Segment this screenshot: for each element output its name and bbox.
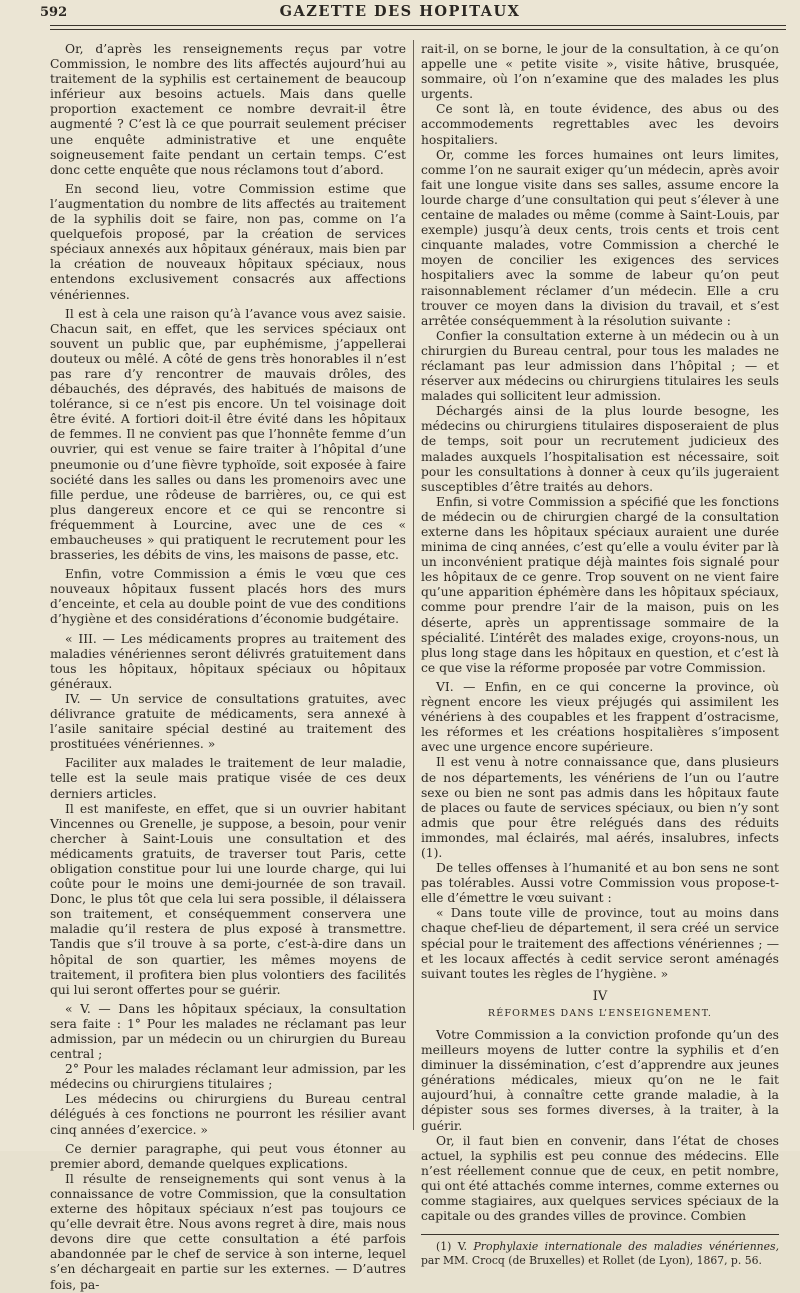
paragraph: IV. — Un service de consultations gratuites, avec délivrance gratuite de médicaments, sera annexé à l’asile sanitaire spécial destiné au traitement des prostituées vénériennes. » [50, 691, 406, 752]
paragraph: Ce sont là, en toute évidence, des abus ou des accommodements regrettables avec les devoirs hospitaliers. [421, 102, 779, 147]
footnote-rest: par MM. Crocq (de Bruxelles) et Rollet (de Lyon), 1867, p. 56. [421, 1254, 762, 1268]
paragraph: Il est manifeste, en effet, que si un ouvrier habitant Vincennes ou Grenelle, je suppose, a besoin, pour venir chercher à Saint-Louis une consultation et des médicaments gratuits, de traverser tout Paris, cette obligation constitue pour lui une lourde charge, qui lui coûte pour le moins une demi-journée de son travail. Donc, le plus tôt que cela lui sera possible, il délaissera son traitement, et conséquemment conservera une maladie qu’il restera de plus exposé à transmettre. Tandis que s’il trouve à sa porte, c’est-à-dire dans un hôpital de son quartier, les mêmes moyens de traitement, il profitera bien plus volontiers des facilités qui lui seront offertes pour se guérir. [50, 801, 406, 997]
paragraph: 2° Pour les malades réclamant leur admission, par les médecins ou chirurgiens titulaires ; [50, 1062, 406, 1092]
paragraph: Or, d’après les renseignements reçus par votre Commission, le nombre des lits affectés aujourd’hui au traitement de la syphilis est certainement de beaucoup inférieur aux besoins actuels. Mais dans quelle proportion exactement ce nombre devrait-il être augmenté ? C’est là ce que pourrait seulement préciser une enquête administrative et une enquête soigneusement faite pendant un certain temps. C’est donc cette enquête que nous réclamons tout d’abord. [50, 42, 406, 177]
page-number: 592 [40, 5, 68, 20]
footnote-prefix: (1) V. [436, 1240, 474, 1254]
paragraph: Votre Commission a la conviction profonde qu’un des meilleurs moyens de lutter contre la syphilis et d’en diminuer la dissémination, c’est d’apprendre aux jeunes générations médicales, mieux qu’on ne le fait aujourd’hui, à connaître cette grande maladie, à la dépister sous ses formes diverses, à la traiter, à la guérir. [421, 1028, 779, 1133]
paragraph: De telles offenses à l’humanité et au bon sens ne sont pas tolérables. Aussi votre Commission vous propose-t-elle d’émettre le vœu suivant : [421, 861, 779, 906]
paragraph: Confier la consultation externe à un médecin ou à un chirurgien du Bureau central, pour tous les malades ne réclamant pas leur admission dans l’hôpital ; — et réserver aux médecins ou chirurgiens titulaires les seuls malades qui sollicitent leur admission. [421, 328, 779, 404]
right-column [421, 42, 779, 1268]
footnote-title: Prophylaxie internationale des maladies vénériennes, [473, 1240, 779, 1254]
header-rule [50, 25, 786, 26]
paragraph: Enfin, votre Commission a émis le vœu que ces nouveaux hôpitaux fussent placés hors des murs d’enceinte, et cela au double point de vue des conditions d’hygiène et des considérations d’économie budgétaire. [50, 567, 406, 627]
paragraph: Or, il faut bien en convenir, dans l’état de choses actuel, la syphilis est peu connue des médecins. Elle n’est réellement connue que de ceux, en petit nombre, qui ont été attachés comme internes, comme externes ou comme stagiaires, aux quelques services spéciaux de la capitale ou des grandes villes de province. Combien [421, 1133, 779, 1224]
paragraph: Déchargés ainsi de la plus lourde besogne, les médecins ou chirurgiens titulaires disposeraient de plus de temps, soit pour un recrutement judicieux des malades auxquels l’hospitalisation est nécessaire, soit pour les consultations à donner à ceux qu’ils jugeraient susceptibles d’être traités au dehors. [421, 404, 779, 494]
paragraph: Il résulte de renseignements qui sont venus à la connaissance de votre Commission, que la consultation externe des hôpitaux spéciaux n’est pas toujours ce qu’elle devrait être. Nous avons regret à dire, mais nous devons dire que cette consultation a été parfois abandonnée par le chef de service à son interne, lequel s’en déchargeait en partie sur les externes. — D’autres fois, pa- [50, 1171, 406, 1292]
paragraph: Il est venu à notre connaissance que, dans plusieurs de nos départements, les vénériens de l’un ou l’autre sexe ou bien ne sont pas admis dans les hôpitaux faute de places ou faute de services spéciaux, ou bien n’y sont admis que pour être relégués dans des réduits immondes, mal éclairés, mal aérés, insalubres, infects (1). [421, 755, 779, 860]
paragraph: rait-il, on se borne, le jour de la consultation, à ce qu’on appelle une « petite visite », visite hâtive, brusquée, sommaire, où l’on n’examine que des malades les plus urgents. [421, 42, 779, 102]
paragraph: Ce dernier paragraphe, qui peut vous étonner au premier abord, demande quelques explications. [50, 1141, 406, 1171]
paragraph: En second lieu, votre Commission estime que l’augmentation du nombre de lits affectés au traitement de la syphilis doit se faire, non pas, comme on l’a quelquefois proposé, par la création de services spéciaux annexés aux hôpitaux généraux, mais bien par la création de nouveaux hôpitaux spéciaux, nous entendons exclusivement consacrés aux affections vénériennes. [50, 181, 406, 302]
paragraph: « III. — Les médicaments propres au traitement des maladies vénériennes seront délivrés gratuitement dans tous les hôpitaux, hôpitaux spéciaux ou hôpitaux généraux. [50, 631, 406, 691]
footnote [421, 1240, 779, 1268]
header-rule-thin [50, 29, 786, 30]
paragraph: VI. — Enfin, en ce qui concerne la province, où règnent encore les vieux préjugés qui assimilent les vénériens à des coupables et les frappent d’ostracisme, les réformes et les créations hospitalières s’imposent avec une urgence encore supérieure. [421, 679, 779, 755]
running-title: GAZETTE DES HOPITAUX [279, 3, 521, 20]
paragraph: Les médecins ou chirurgiens du Bureau central délégués à ces fonctions ne pourront les résilier avant cinq années d’exercice. » [50, 1092, 406, 1137]
paragraph: « Dans toute ville de province, tout au moins dans chaque chef-lieu de département, il sera créé un service spécial pour le traitement des affections vénériennes ; — et les locaux affectés à cedit service seront aménagés suivant toutes les règles de l’hygiène. » [421, 906, 779, 981]
paragraph: Faciliter aux malades le traitement de leur maladie, telle est la seule mais pratique visée de ces deux derniers articles. [50, 756, 406, 801]
paragraph: Or, comme les forces humaines ont leurs limites, comme l’on ne saurait exiger qu’un médecin, après avoir fait une longue visite dans ses salles, assume encore la lourde charge d’une consultation qui peut s’élever à une centaine de malades ou même (comme à Saint-Louis, par exemple) jusqu’à deux cents, trois cents et trois cent cinquante malades, votre Commission a cherché le moyen de concilier les exigences des services hospitaliers avec la somme de labeur qu’on peut raisonnablement réclamer d’un médecin. Elle a cru trouver ce moyen dans la division du travail, et s’est arrêtée conséquemment à la résolution suivante : [421, 147, 779, 328]
paragraph: Il est à cela une raison qu’à l’avance vous avez saisie. Chacun sait, en effet, que les services spéciaux ont souvent un public que, par euphémisme, j’appellerai douteux ou mêlé. A côté de gens très honorables il n’est pas rare d’y rencontrer de mauvais drôles, des débauchés, des dépravés, des habitués de maisons de tolérance, si ce n’est pis encore. Un tel voisinage doit être évité. A fortiori doit-il être évité dans les hôpitaux de femmes. Il ne convient pas que l’honnête femme d’un ouvrier, qui est venue se faire traiter à l’hôpital d’une pneumonie ou d’une fièvre typhoïde, soit exposée à faire société dans les salles ou dans les promenoirs avec une fille perdue, une rôdeuse de barrières, ou, ce qui est plus dangereux encore et ce qui se rencontre si fréquemment à Lourcine, avec une de ces « embaucheuses » qui pratiquent le recrutement pour les brasseries, les débits de vins, les maisons de passe, etc. [50, 306, 406, 563]
section-title: RÉFORMES DANS L’ENSEIGNEMENT. [487, 1007, 713, 1019]
paragraph: Enfin, si votre Commission a spécifié que les fonctions de médecin ou de chirurgien chargé de la consultation externe dans les hôpitaux spéciaux auraient une durée minima de cinq années, c’est qu’elle a voulu éviter par là un inconvénient pratique déjà maintes fois signalé pour les hôpitaux de ce genre. Trop souvent on ne vient faire qu’une apparition éphémère dans les hôpitaux spéciaux, comme pour prendre l’air de la maison, puis on les déserte, après un apprentissage sommaire de la spécialité. L’intérêt des malades exige, croyons-nous, un plus long stage dans les hôpitaux en question, et c’est là ce que vise la réforme proposée par votre Commission. [421, 494, 779, 675]
section-number: IV [592, 988, 608, 1004]
left-column [50, 42, 406, 1293]
footnote-rule [421, 1234, 779, 1235]
paragraph: « V. — Dans les hôpitaux spéciaux, la consultation sera faite : 1° Pour les malades ne réclamant pas leur admission, par un médecin ou un chirurgien du Bureau central ; [50, 1001, 406, 1062]
column-divider [413, 40, 414, 1130]
